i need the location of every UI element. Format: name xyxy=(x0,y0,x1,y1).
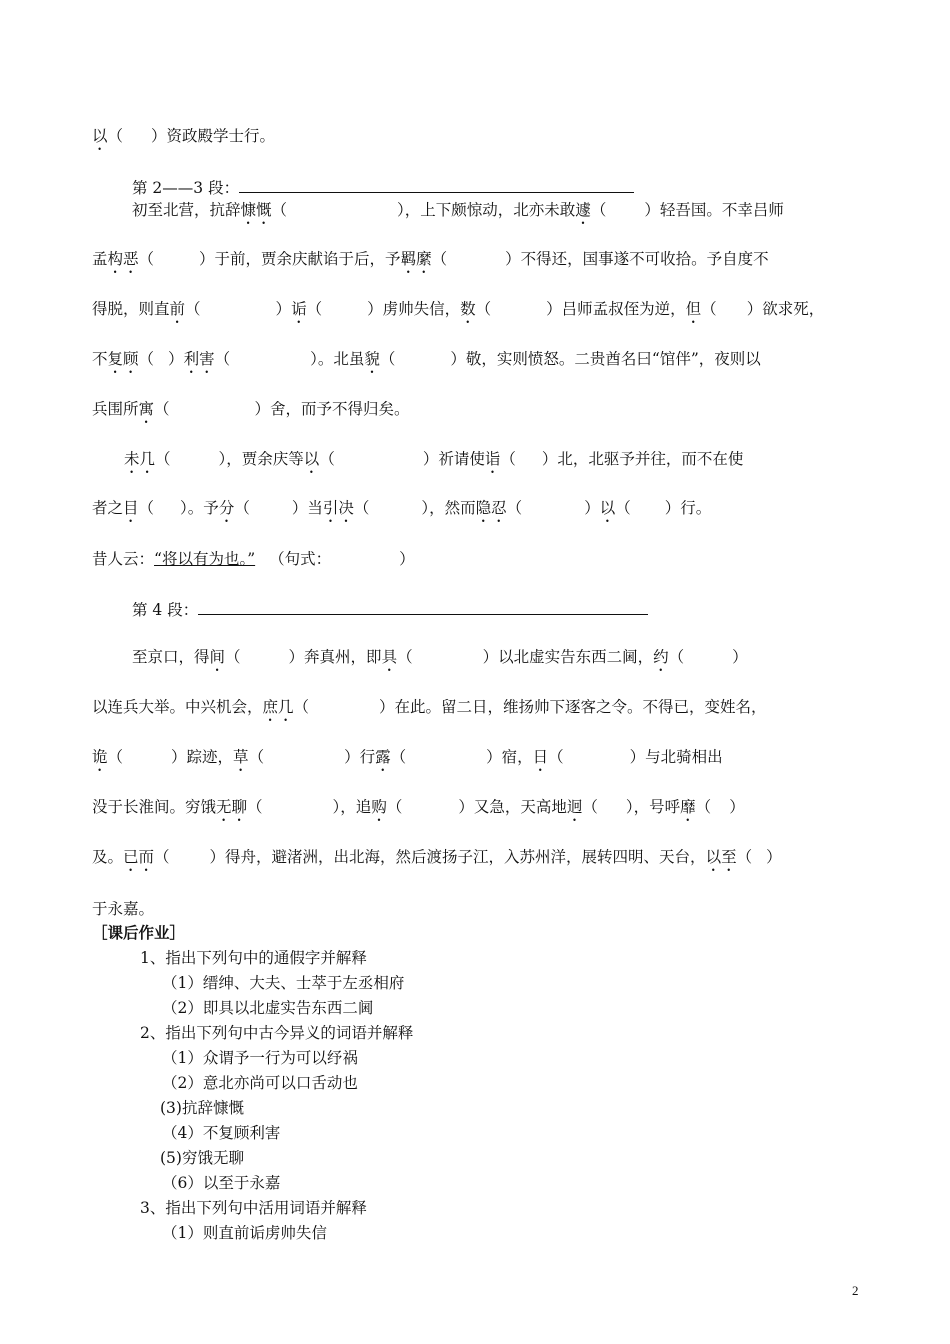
homework-item: (3)抗辞慷慨 xyxy=(160,1099,244,1117)
homework-item: （1）众谓予一行为可以纾祸 xyxy=(162,1049,358,1067)
text-line: 于永嘉。 xyxy=(92,900,155,918)
text-line: 初至北营，抗辞慷慨（ ），上下颇惊动，北亦未敢遽（ ）轻吾国。不幸吕师 xyxy=(132,201,784,219)
homework-heading: ［课后作业］ xyxy=(92,923,186,942)
text-line: 未几（ ），贾余庆等以（ ）祈请使诣（ ）北，北驱予并往，而不在使 xyxy=(124,450,744,468)
text-line: 以连兵大举。中兴机会，庶几（ ）在此。留二日，维扬帅下逐客之令。不得已，变姓名， xyxy=(92,698,767,716)
section-heading: 第 4 段： xyxy=(132,600,648,620)
text-line: 以（ ）资政殿学士行。 xyxy=(92,127,276,145)
text-line: 孟构恶（ ）于前，贾余庆献谄于后，予羁縻（ ）不得还，国事遂不可收拾。予自度不 xyxy=(92,250,769,268)
homework-item: （1）缙绅、大夫、士萃于左丞相府 xyxy=(162,974,405,992)
text-line: 及。已而（ ）得舟，避渚洲，出北海，然后渡扬子江，入苏州洋，展转四明、天台，以至（ ） xyxy=(92,848,782,866)
text-line: 不复顾（ ）利害（ ）。北虽貌（ ）敬，实则愤怒。二贵酋名曰“馆伴”，夜则以 xyxy=(92,350,761,368)
homework-item: (5)穷饿无聊 xyxy=(160,1149,244,1167)
text-line: 至京口，得间（ ）奔真州，即具（ ）以北虚实告东西二阃，约（ ） xyxy=(132,648,748,666)
homework-item: （4）不复顾利害 xyxy=(162,1124,281,1142)
section-heading: 第 2——3 段： xyxy=(132,178,634,198)
text-line: 兵围所寓（ ）舍，而予不得归矣。 xyxy=(92,400,410,418)
homework-item: 2、指出下列句中古今异义的词语并解释 xyxy=(140,1024,414,1042)
summary-answer-line[interactable] xyxy=(239,178,634,193)
summary-answer-line[interactable] xyxy=(198,600,648,615)
underlined-quote: “将以有为也。” xyxy=(154,550,256,568)
homework-item: （6）以至于永嘉 xyxy=(162,1174,281,1192)
homework-item: （2）即具以北虚实告东西二阃 xyxy=(162,999,374,1017)
homework-item: （1）则直前诟虏帅失信 xyxy=(162,1224,327,1242)
homework-item: 1、指出下列句中的通假字并解释 xyxy=(140,949,367,967)
text-line: 昔人云：“将以有为也。” （句式： ） xyxy=(92,550,415,568)
text-line: 者之目（ ）。予分（ ）当引决（ ），然而隐忍（ ）以（ ）行。 xyxy=(92,499,712,517)
text-line: 没于长淮间。穷饿无聊（ ），追购（ ）又急，天高地迥（ ），号呼靡（ ） xyxy=(92,798,745,816)
homework-item: 3、指出下列句中活用词语并解释 xyxy=(140,1199,367,1217)
text-line: 诡（ ）踪迹，草（ ）行露（ ）宿，日（ ）与北骑相出 xyxy=(92,748,723,766)
dotted-word: 以 xyxy=(92,127,108,145)
text-line: 得脱，则直前（ ）诟（ ）虏帅失信，数（ ）吕师孟叔侄为逆，但（ ）欲求死， xyxy=(92,300,825,318)
homework-item: （2）意北亦尚可以口舌动也 xyxy=(162,1074,358,1092)
page-number: 2 xyxy=(852,1283,859,1298)
